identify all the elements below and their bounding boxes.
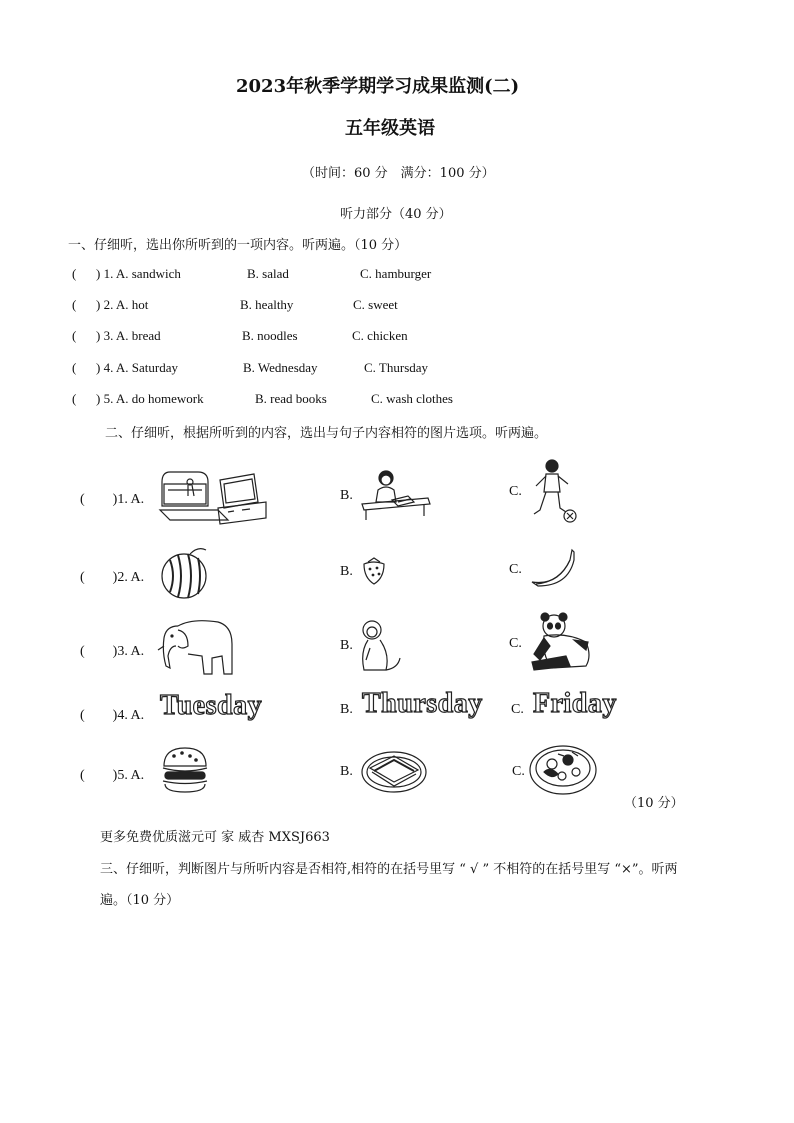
answer-bracket[interactable]: ( <box>72 328 77 343</box>
word-thursday: Thursday <box>362 688 483 719</box>
option-b-label: B. <box>340 488 353 503</box>
option-b-label: B. <box>340 702 353 717</box>
question-number[interactable]: ( )5. A. <box>80 768 145 783</box>
sandwich-picture <box>360 746 428 794</box>
option-a: ) 1. A. sandwich <box>96 266 181 281</box>
page-title: 2023年秋季学期学习成果监测(二) <box>236 76 520 97</box>
listening-part-label: 听力部分（40 分） <box>340 207 452 222</box>
question-number[interactable]: ( )3. A. <box>80 644 145 659</box>
option-b: B. Wednesday <box>243 360 318 375</box>
section2-heading: 二、仔细听，根据所听到的内容，选出与句子内容相符的图片选项。听两遍。 <box>105 426 548 441</box>
promo-note: 更多免费优质滋元可 家 威杏 MXSJ663 <box>100 830 330 845</box>
banana-picture <box>528 546 578 588</box>
option-b-label: B. <box>340 564 353 579</box>
section3-heading-cont: 遍。（10 分） <box>100 893 180 908</box>
option-c: C. sweet <box>353 297 398 312</box>
question-number[interactable]: ( )1. A. <box>80 492 145 507</box>
option-b: B. noodles <box>242 328 298 343</box>
option-c-label: C. <box>509 636 522 651</box>
girl-football-picture <box>530 458 578 524</box>
page-subtitle: 五年级英语 <box>345 118 435 139</box>
option-a: ) 3. A. bread <box>96 328 161 343</box>
option-b-label: B. <box>340 638 353 653</box>
section3-heading: 三、仔细听，判断图片与所听内容是否相符,相符的在括号里写 “ √ ” 不相符的在括号里写 “×”。听两 <box>100 862 678 877</box>
option-c: C. wash clothes <box>371 391 453 406</box>
sofa-tv-picture <box>158 462 270 524</box>
option-c: C. chicken <box>352 328 408 343</box>
answer-bracket[interactable]: ( <box>72 266 77 281</box>
option-b: B. read books <box>255 391 327 406</box>
girl-reading-picture <box>358 468 434 520</box>
hamburger-picture <box>160 744 210 794</box>
word-tuesday: Tuesday <box>160 690 263 721</box>
exam-meta: （时间：60 分 满分：100 分） <box>302 166 495 181</box>
answer-bracket[interactable]: ( <box>72 297 77 312</box>
option-a: ) 2. A. hot <box>96 297 149 312</box>
option-b: B. healthy <box>240 297 294 312</box>
option-c: C. Thursday <box>364 360 429 375</box>
option-c-label: C. <box>509 484 522 499</box>
option-c: C. hamburger <box>360 266 432 281</box>
panda-picture <box>530 612 594 672</box>
strawberry-picture <box>360 556 388 586</box>
option-b-label: B. <box>340 764 353 779</box>
monkey-picture <box>356 618 402 674</box>
question-number[interactable]: ( )4. A. <box>80 708 145 723</box>
answer-bracket[interactable]: ( <box>72 360 77 375</box>
option-b: B. salad <box>247 266 289 281</box>
option-c-label: C. <box>511 702 524 717</box>
option-a: ) 4. A. Saturday <box>96 360 178 375</box>
elephant-picture <box>152 616 236 678</box>
salad-picture <box>528 742 598 796</box>
answer-bracket[interactable]: ( <box>72 391 77 406</box>
watermelon-picture <box>160 546 210 600</box>
word-friday: Friday <box>533 688 617 719</box>
section1-heading: 一、仔细听，选出你所听到的一项内容。听两遍。（10 分） <box>68 238 408 253</box>
option-c-label: C. <box>512 764 525 779</box>
section2-score: （10 分） <box>624 796 684 811</box>
question-number[interactable]: ( )2. A. <box>80 570 145 585</box>
option-a: ) 5. A. do homework <box>96 391 204 406</box>
option-c-label: C. <box>509 562 522 577</box>
